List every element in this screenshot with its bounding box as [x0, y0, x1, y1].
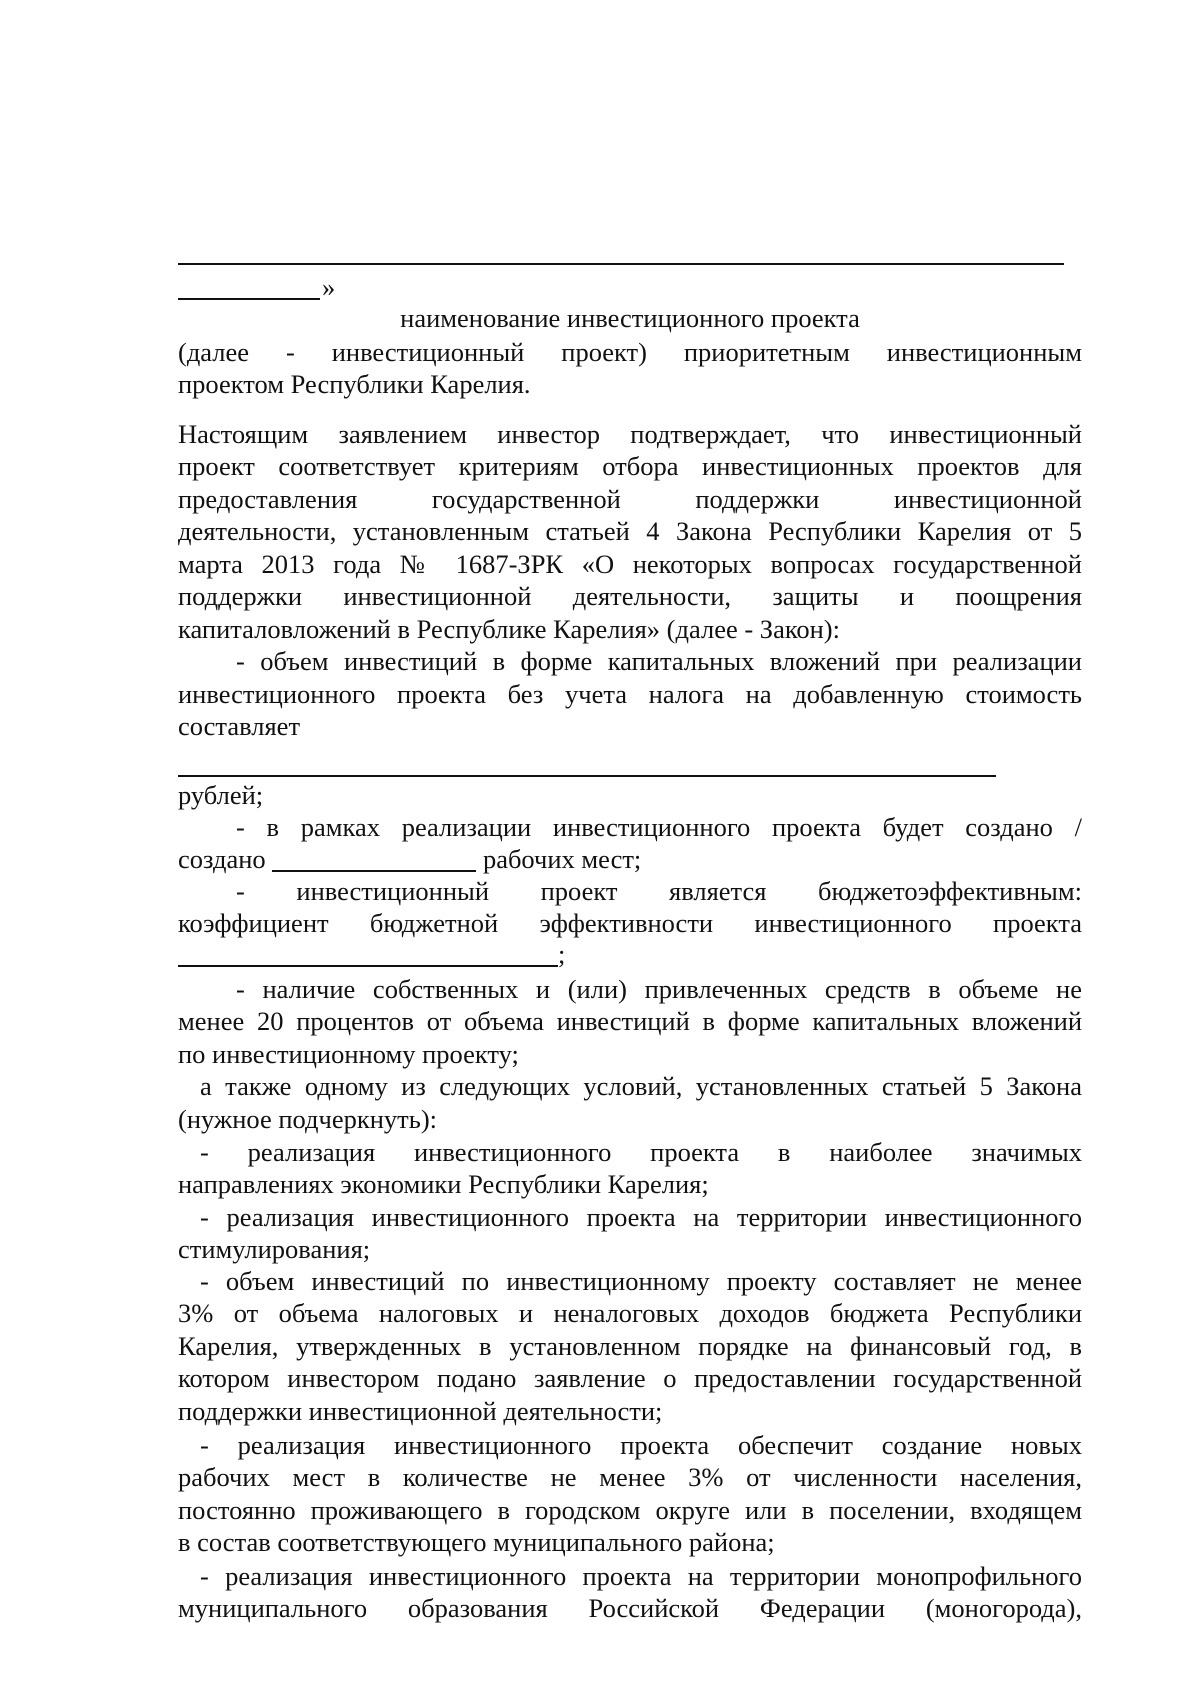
investment-amount-blank[interactable] — [178, 775, 996, 777]
text-line: инвестиционного проекта без учета налога на добавленную стоимость — [178, 679, 1082, 709]
condition-option-cont: котором инвестором подано заявление о предоставлении государственной — [178, 1363, 1082, 1393]
condition-option[interactable]: - реализация инвестиционного проекта обеспечит создание новых — [200, 1430, 1082, 1460]
project-name-caption: наименование инвестиционного проекта — [400, 303, 860, 333]
closing-quote: » — [322, 272, 336, 302]
text-line: - наличие собственных и (или) привлеченных средств в объеме не — [236, 974, 1082, 1004]
text-fragment: ; — [558, 939, 566, 969]
text-line: составляет — [178, 711, 301, 741]
condition-option[interactable]: - объем инвестиций по инвестиционному проекту составляет не менее — [200, 1266, 1082, 1296]
text-line: по инвестиционному проекту; — [178, 1039, 519, 1069]
condition-option-cont: в состав соответствующего муниципального района; — [178, 1527, 775, 1557]
condition-option[interactable]: - реализация инвестиционного проекта на территории инвестиционного — [200, 1202, 1082, 1232]
condition-option-cont: муниципального образования Российской Федерации (моногорода), — [178, 1593, 1082, 1623]
jobs-count-blank[interactable] — [272, 844, 476, 872]
text-line: поддержки инвестиционной деятельности, защиты и поощрения — [178, 581, 1082, 611]
text-line: деятельности, установленным статьей 4 Закона Республики Карелия от 5 — [178, 516, 1082, 546]
condition-option-cont: рабочих мест в количестве не менее 3% от численности населения, — [178, 1462, 1082, 1492]
text-line: рублей; — [178, 780, 264, 810]
condition-option-cont: 3% от объема налоговых и неналоговых доходов бюджета Республики — [178, 1298, 1082, 1328]
efficiency-coefficient-blank[interactable] — [178, 939, 558, 967]
condition-option-cont: постоянно проживающего в городском округе или в поселении, входящем — [178, 1495, 1082, 1525]
text-line: проектом Республики Карелия. — [178, 369, 531, 399]
condition-option-cont: Карелия, утвержденных в установленном порядке на финансовый год, в — [178, 1331, 1082, 1361]
condition-option[interactable]: - реализация инвестиционного проекта на территории монопрофильного — [200, 1561, 1082, 1591]
text-line: - объем инвестиций в форме капитальных вложений при реализации — [236, 646, 1082, 676]
text-line: Настоящим заявлением инвестор подтверждает, что инвестиционный — [178, 419, 1082, 449]
text-line: проект соответствует критериям отбора инвестиционных проектов для — [178, 451, 1082, 481]
text-line: менее 20 процентов от объема инвестиций в форме капитальных вложений — [178, 1006, 1082, 1036]
text-line — [178, 938, 565, 971]
project-name-line-short — [178, 298, 320, 300]
condition-option[interactable]: - реализация инвестиционного проекта в наиболее значимых — [200, 1137, 1082, 1167]
condition-option-cont: поддержки инвестиционной деятельности; — [178, 1396, 663, 1426]
condition-option-cont: направлениях экономики Республики Карелия; — [178, 1169, 709, 1199]
text-line: (нужное подчеркнуть): — [178, 1104, 438, 1134]
condition-option-cont: стимулирования; — [178, 1234, 371, 1264]
text-line: капиталовложений в Республике Карелия» (далее - Закон): — [178, 614, 840, 644]
text-line: а также одному из следующих условий, установленных статьей 5 Закона — [200, 1071, 1082, 1101]
text-line: (далее - инвестиционный проект) приоритетным инвестиционным — [178, 337, 1082, 367]
project-name-line — [178, 263, 1064, 265]
text-line: - в рамках реализации инвестиционного проекта будет создано / — [236, 812, 1082, 842]
text-line: коэффициент бюджетной эффективности инвестиционного проекта — [178, 908, 1082, 938]
text-line: марта 2013 года № 1687-ЗРК «О некоторых вопросах государственной — [178, 549, 1082, 579]
text-line — [178, 843, 641, 876]
text-fragment: рабочих мест; — [482, 844, 642, 874]
text-fragment: создано — [178, 844, 266, 874]
text-line: предоставления государственной поддержки инвестиционной — [178, 484, 1082, 514]
text-line: - инвестиционный проект является бюджетоэффективным: — [236, 876, 1082, 906]
